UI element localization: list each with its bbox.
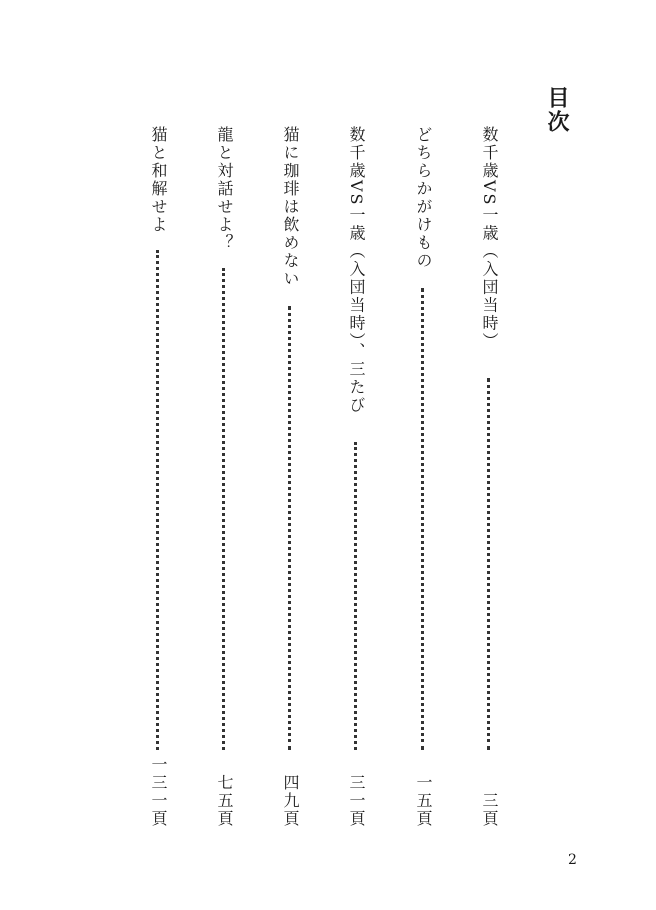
toc-entry-title: 数千歳VS一歳（入団当時）	[480, 126, 499, 351]
toc-entry-title: 龍と対話せよ？	[215, 126, 234, 252]
toc-entry-page: 三頁	[480, 792, 499, 828]
toc-entry-page: 三一頁	[347, 774, 366, 828]
toc-entry[interactable]	[213, 126, 235, 828]
toc-entry-page: 七五頁	[215, 774, 234, 828]
toc-leader-dots	[487, 378, 490, 750]
toc-entry[interactable]	[478, 126, 500, 828]
toc-entry-page: 一五頁	[414, 774, 433, 828]
page-number: 2	[568, 852, 577, 868]
toc-title: 目次	[544, 86, 569, 134]
toc-entry-page: 四九頁	[281, 774, 300, 828]
toc-leader-dots	[421, 288, 424, 750]
toc-leader-dots	[288, 306, 291, 750]
toc-entry[interactable]	[412, 126, 434, 828]
toc-leader-dots	[156, 250, 159, 750]
toc-entry[interactable]	[147, 126, 169, 828]
toc-leader-dots	[354, 442, 357, 750]
toc-entry[interactable]	[279, 126, 301, 828]
toc-entry-title: 猫と和解せよ	[149, 126, 168, 234]
toc-leader-dots	[222, 268, 225, 750]
toc-entry-title: 数千歳VS一歳（入団当時）、三たび	[347, 126, 366, 415]
toc-entry-title: 猫に珈琲は飲めない	[281, 126, 300, 288]
toc-entry-title: どちらかがけもの	[414, 126, 433, 270]
toc-entry-page: 一三一頁	[149, 756, 168, 828]
toc-entry[interactable]	[345, 126, 367, 828]
